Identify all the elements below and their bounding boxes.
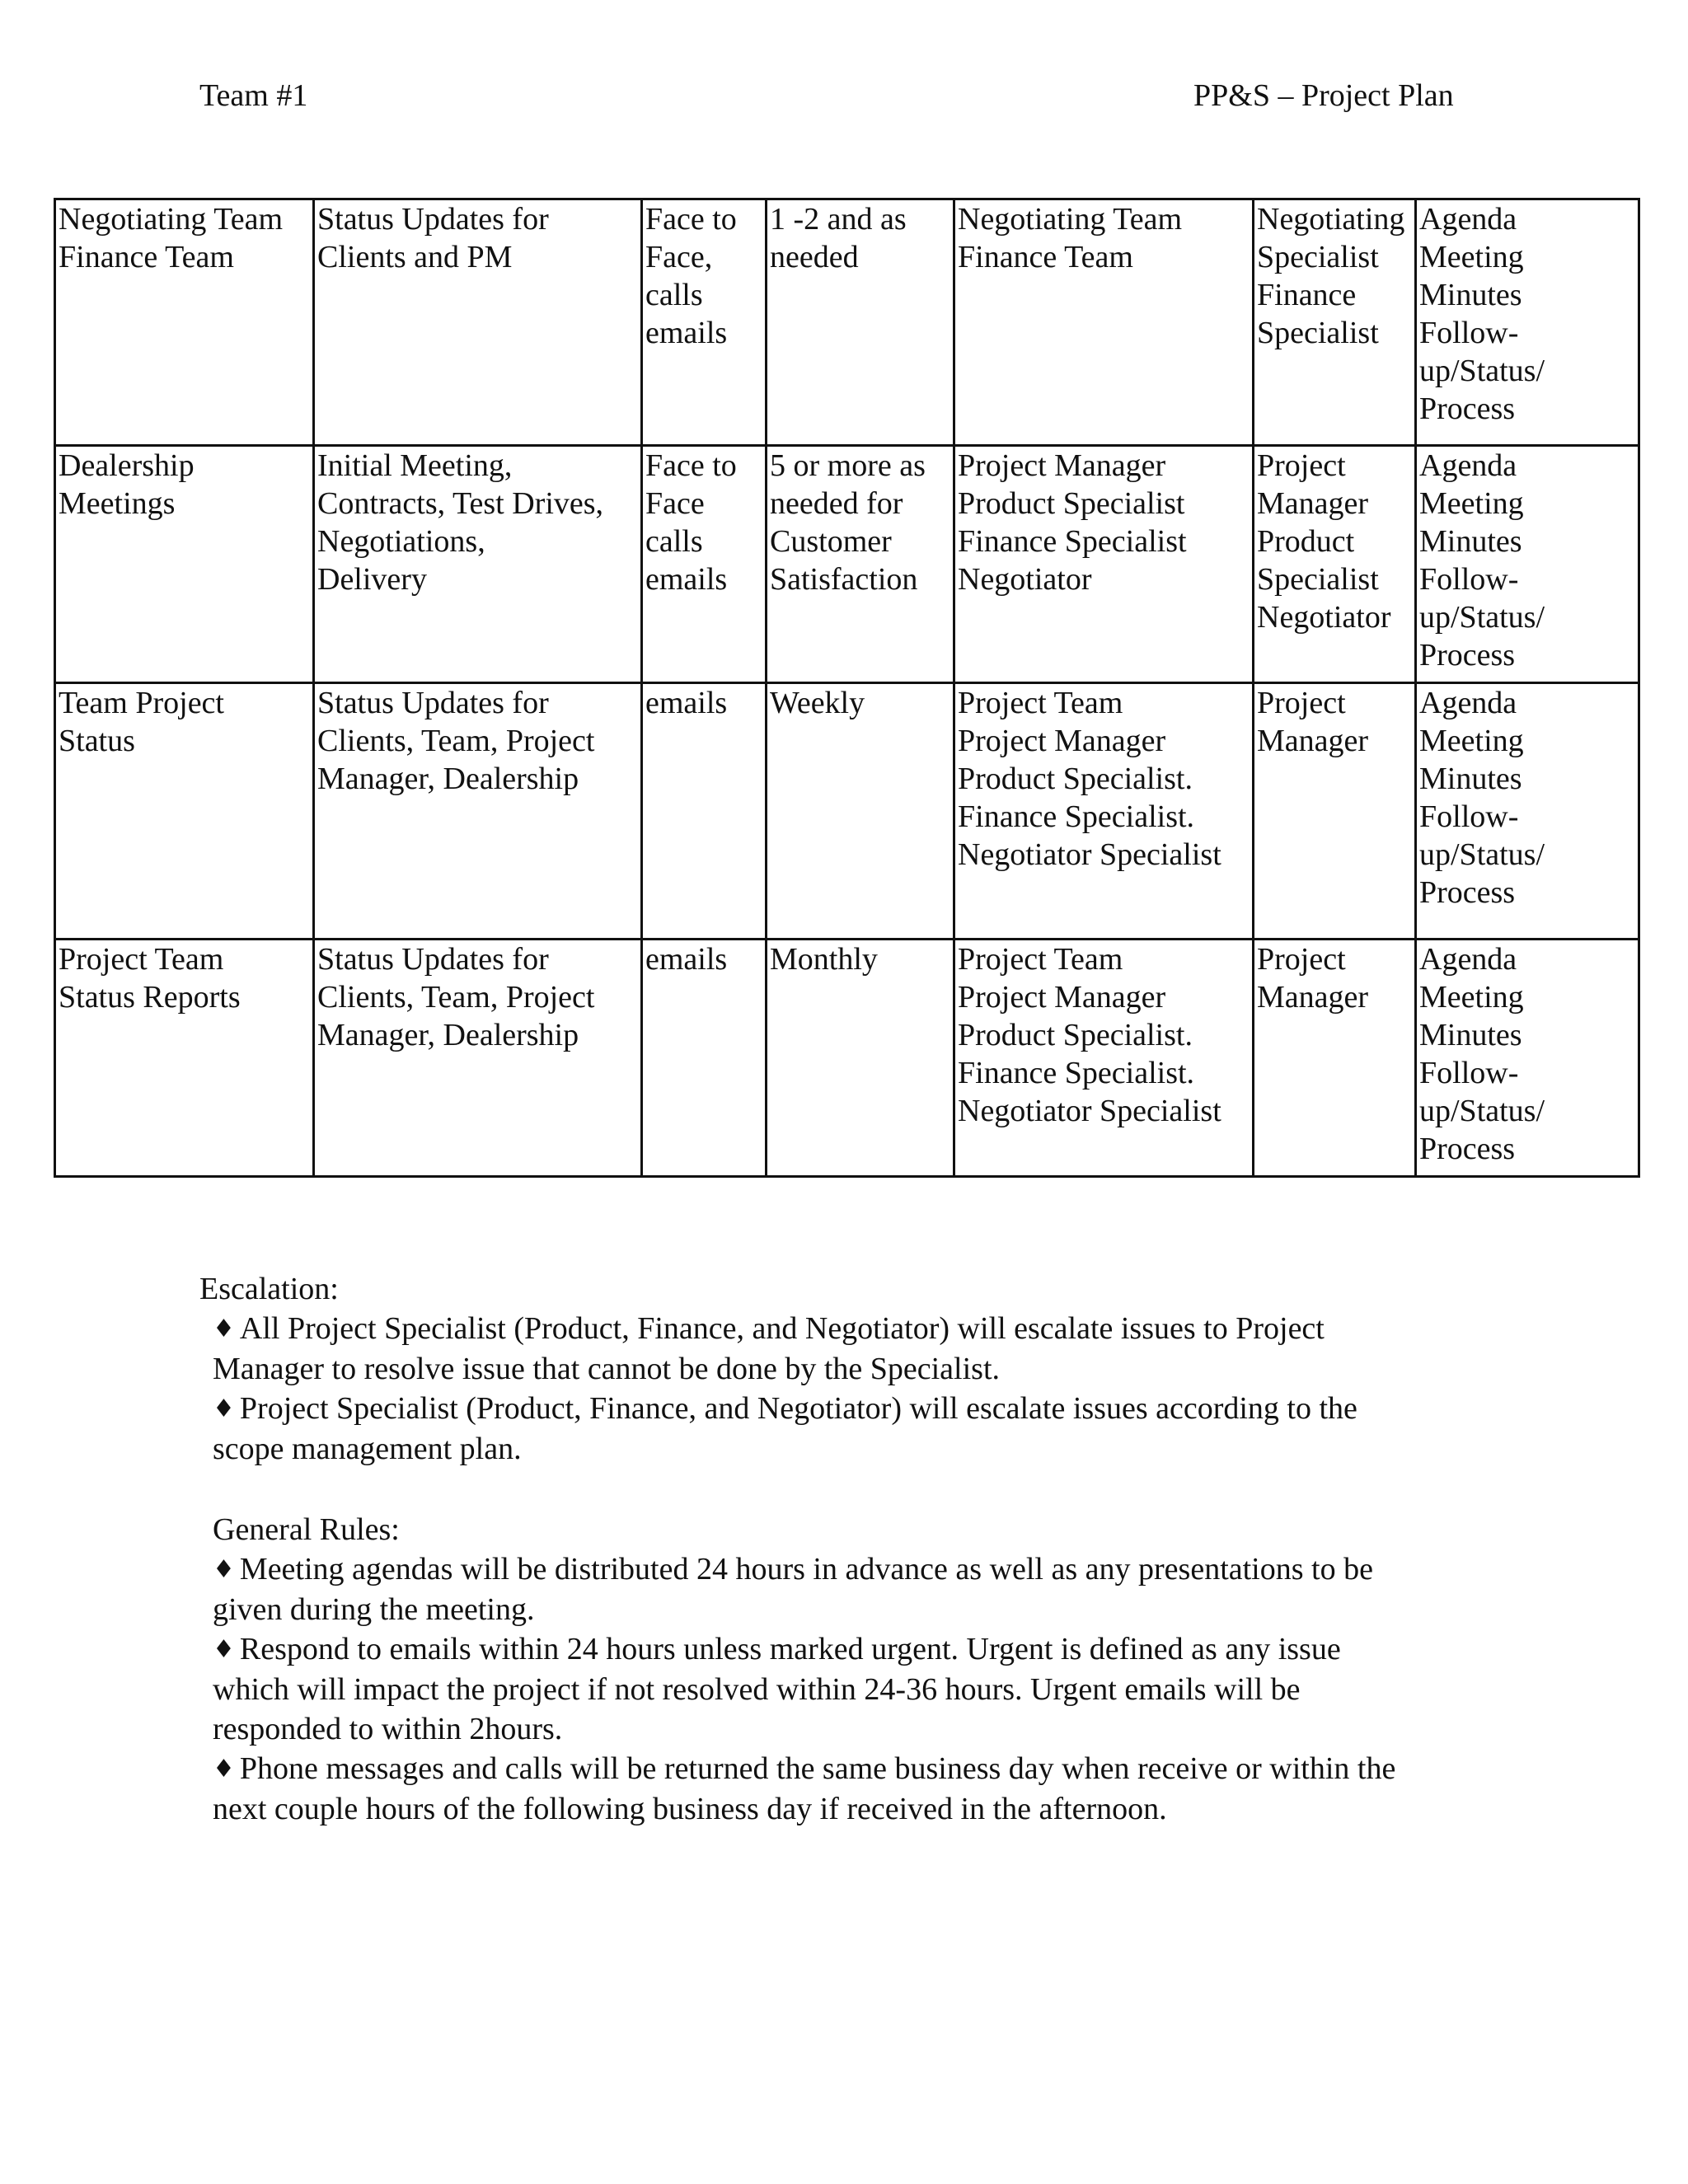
general-rules-heading: General Rules: [213, 1512, 400, 1547]
cell-text-line: Status Updates for [317, 686, 549, 720]
cell-text-line: Manager, Dealership [317, 762, 579, 796]
table-cell [1254, 199, 1416, 446]
cell-text-line: Status Updates for [317, 202, 549, 237]
cell-text-line: Process [1419, 391, 1516, 426]
cell-text-line: Minutes [1419, 762, 1522, 796]
cell-text-line: emails [645, 686, 728, 720]
table-cell [642, 446, 767, 683]
table-cell [1254, 446, 1416, 683]
cell-text-line: Status Reports [59, 980, 241, 1015]
table-cell [1416, 940, 1639, 1177]
cell-text-line: needed [770, 240, 859, 274]
paragraph-text: All Project Specialist (Product, Finance, and Negotiator) will escalate issues to Project [239, 1311, 1325, 1346]
cell-text-line: Meetings [59, 486, 176, 521]
cell-text-line: calls [645, 278, 703, 312]
cell-text-line: Project Manager [958, 448, 1166, 483]
cell-text-line: 5 or more as [770, 448, 926, 483]
table-row [55, 940, 1639, 1177]
cell-text-line: Process [1419, 875, 1516, 910]
cell-text-line: Project [1257, 448, 1346, 483]
cell-text-line: needed for [770, 486, 903, 521]
cell-text-line: Delivery [317, 562, 427, 597]
paragraph-text: Phone messages and calls will be returned the same business day when receive or within the [239, 1751, 1396, 1786]
cell-text-line: up/Status/ [1419, 1094, 1545, 1128]
cell-text-line: Team Project [59, 686, 224, 720]
cell-text-line: Follow- [1419, 799, 1519, 834]
cell-text-line: Initial Meeting, [317, 448, 513, 483]
cell-text-line: Meeting [1419, 980, 1524, 1015]
cell-text-line: Agenda [1419, 942, 1517, 977]
table-cell [767, 446, 954, 683]
table-cell [642, 683, 767, 940]
cell-text-line: up/Status/ [1419, 600, 1545, 635]
cell-text-line: Meeting [1419, 724, 1524, 758]
diamond-bullet-icon: ♦ [213, 1315, 235, 1343]
cell-text-line: Manager, Dealership [317, 1018, 579, 1052]
cell-text-line: Product [1257, 524, 1355, 559]
cell-text-line: Follow- [1419, 1056, 1519, 1090]
cell-text-line: Process [1419, 638, 1516, 673]
cell-text-line: Agenda [1419, 686, 1517, 720]
header-document-title: PP&S – Project Plan [1193, 78, 1454, 113]
table-cell [642, 199, 767, 446]
paragraph-line [213, 1749, 1474, 1789]
cell-text-line: emails [645, 942, 728, 977]
cell-text-line: Finance Specialist. [958, 1056, 1195, 1090]
paragraph-text: responded to within 2hours. [213, 1712, 563, 1746]
cell-text-line: Project Team [958, 686, 1123, 720]
table-row [55, 446, 1639, 683]
table-cell [767, 683, 954, 940]
bullet-paragraph [213, 1389, 1465, 1469]
table-cell [55, 446, 314, 683]
cell-text-line: Weekly [770, 686, 865, 720]
paragraph-text: next couple hours of the following business day if received in the afternoon. [213, 1792, 1167, 1826]
bullet-paragraph [213, 1629, 1474, 1749]
cell-text-line: Specialist [1257, 562, 1379, 597]
cell-text-line: emails [645, 562, 728, 597]
cell-text-line: Manager [1257, 980, 1369, 1015]
paragraph-line [213, 1789, 1474, 1829]
cell-text-line: Negotiator [958, 562, 1092, 597]
paragraph-text: given during the meeting. [213, 1592, 535, 1627]
cell-text-line: Face to [645, 448, 737, 483]
table-cell [1416, 446, 1639, 683]
cell-text-line: Face [645, 486, 705, 521]
paragraph-text: which will impact the project if not resolved within 24-36 hours. Urgent emails will be [213, 1672, 1301, 1707]
paragraph-line [213, 1549, 1474, 1590]
cell-text-line: Meeting [1419, 486, 1524, 521]
cell-text-line: Follow- [1419, 316, 1519, 350]
cell-text-line: Clients, Team, Project [317, 980, 595, 1015]
cell-text-line: Process [1419, 1132, 1516, 1166]
cell-text-line: Negotiator [1257, 600, 1391, 635]
table-body [55, 199, 1639, 1177]
bullet-paragraph [213, 1309, 1465, 1389]
cell-text-line: Face to [645, 202, 737, 237]
table-cell [314, 446, 642, 683]
cell-text-line: up/Status/ [1419, 354, 1545, 388]
general-rules-list [213, 1549, 1474, 1829]
cell-text-line: Product Specialist [958, 486, 1185, 521]
cell-text-line: Minutes [1419, 278, 1522, 312]
paragraph-line [213, 1629, 1474, 1670]
cell-text-line: Manager [1257, 486, 1369, 521]
cell-text-line: Specialist [1257, 316, 1379, 350]
diamond-bullet-icon: ♦ [213, 1635, 235, 1664]
cell-text-line: Contracts, Test Drives, [317, 486, 604, 521]
paragraph-text: scope management plan. [213, 1432, 522, 1466]
cell-text-line: Face, [645, 240, 713, 274]
paragraph-text: Project Specialist (Product, Finance, and Negotiator) will escalate issues according to the [239, 1391, 1357, 1426]
table-cell [1254, 683, 1416, 940]
communication-plan-table [54, 198, 1640, 1178]
table-cell [954, 199, 1254, 446]
cell-text-line: Satisfaction [770, 562, 918, 597]
table-row [55, 683, 1639, 940]
cell-text-line: Negotiations, [317, 524, 485, 559]
cell-text-line: Project Manager [958, 980, 1166, 1015]
cell-text-line: Clients and PM [317, 240, 513, 274]
cell-text-line: Project Manager [958, 724, 1166, 758]
cell-text-line: Clients, Team, Project [317, 724, 595, 758]
cell-text-line: Negotiating [1257, 202, 1405, 237]
cell-text-line: Negotiator Specialist [958, 837, 1221, 872]
cell-text-line: Product Specialist. [958, 1018, 1193, 1052]
cell-text-line: Finance Team [59, 240, 234, 274]
table-cell [314, 940, 642, 1177]
table-cell [954, 683, 1254, 940]
cell-text-line: Project [1257, 686, 1346, 720]
paragraph-line [213, 1429, 1465, 1469]
paragraph-line [213, 1349, 1465, 1389]
table-cell [55, 940, 314, 1177]
cell-text-line: 1 -2 and as [770, 202, 907, 237]
header-team: Team #1 [199, 78, 308, 113]
table-cell [314, 199, 642, 446]
cell-text-line: Minutes [1419, 524, 1522, 559]
table-cell [954, 940, 1254, 1177]
cell-text-line: up/Status/ [1419, 837, 1545, 872]
table-cell [1254, 940, 1416, 1177]
cell-text-line: Product Specialist. [958, 762, 1193, 796]
cell-text-line: Finance Specialist. [958, 799, 1195, 834]
table-cell [1416, 683, 1639, 940]
paragraph-line [213, 1670, 1474, 1709]
table-cell [314, 683, 642, 940]
cell-text-line: Project Team [958, 942, 1123, 977]
cell-text-line: Customer [770, 524, 892, 559]
cell-text-line: Finance [1257, 278, 1357, 312]
bullet-paragraph [213, 1749, 1474, 1829]
cell-text-line: Agenda [1419, 202, 1517, 237]
cell-text-line: Dealership [59, 448, 195, 483]
paragraph-text: Respond to emails within 24 hours unless marked urgent. Urgent is defined as any issue [239, 1632, 1341, 1666]
cell-text-line: Negotiator Specialist [958, 1094, 1221, 1128]
table-cell [55, 683, 314, 940]
paragraph-line [213, 1709, 1474, 1749]
diamond-bullet-icon: ♦ [213, 1555, 235, 1584]
cell-text-line: Follow- [1419, 562, 1519, 597]
cell-text-line: Status Updates for [317, 942, 549, 977]
cell-text-line: Finance Team [958, 240, 1133, 274]
cell-text-line: Project [1257, 942, 1346, 977]
cell-text-line: Agenda [1419, 448, 1517, 483]
table-cell [954, 446, 1254, 683]
diamond-bullet-icon: ♦ [213, 1394, 235, 1423]
table-row [55, 199, 1639, 446]
cell-text-line: Negotiating Team [59, 202, 284, 237]
cell-text-line: Monthly [770, 942, 878, 977]
cell-text-line: emails [645, 316, 728, 350]
table-cell [767, 940, 954, 1177]
cell-text-line: Finance Specialist [958, 524, 1187, 559]
paragraph-text: Manager to resolve issue that cannot be done by the Specialist. [213, 1352, 1001, 1386]
escalation-list [213, 1309, 1465, 1469]
paragraph-text: Meeting agendas will be distributed 24 hours in advance as well as any presentations to be [239, 1552, 1373, 1586]
table-cell [767, 199, 954, 446]
paragraph-line [213, 1309, 1465, 1349]
cell-text-line: Status [59, 724, 135, 758]
cell-text-line: Minutes [1419, 1018, 1522, 1052]
cell-text-line: Negotiating Team [958, 202, 1183, 237]
escalation-heading: Escalation: [199, 1272, 339, 1306]
bullet-paragraph [213, 1549, 1474, 1629]
paragraph-line [213, 1389, 1465, 1429]
table-cell [55, 199, 314, 446]
cell-text-line: Manager [1257, 724, 1369, 758]
cell-text-line: calls [645, 524, 703, 559]
cell-text-line: Meeting [1419, 240, 1524, 274]
cell-text-line: Specialist [1257, 240, 1379, 274]
table-cell [642, 940, 767, 1177]
paragraph-line [213, 1590, 1474, 1629]
diamond-bullet-icon: ♦ [213, 1755, 235, 1783]
cell-text-line: Project Team [59, 942, 224, 977]
table-cell [1416, 199, 1639, 446]
